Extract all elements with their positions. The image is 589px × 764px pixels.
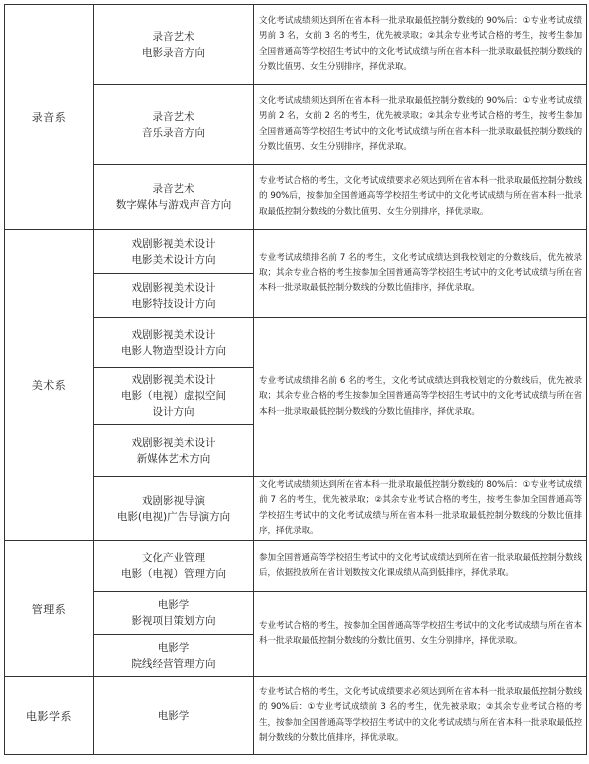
major-name: 录音艺术 — [152, 30, 195, 43]
major-cell — [94, 635, 254, 677]
major-name: 戏剧影视导演 — [142, 494, 205, 507]
major-direction: 院线经营管理方向 — [131, 657, 216, 670]
major-name: 电影学 — [157, 641, 190, 654]
major-name: 录音艺术 — [152, 110, 195, 123]
major-direction: 影视项目策划方向 — [131, 615, 216, 628]
major-direction: 新媒体艺术方向 — [136, 452, 211, 465]
admission-rules-table — [4, 4, 587, 755]
department-cell — [5, 230, 94, 541]
major-name: 文化产业管理 — [142, 552, 205, 565]
major-direction: 电影（电视）管理方向 — [121, 568, 226, 581]
table-row — [5, 5, 587, 85]
major-direction: 电影美术设计方向 — [131, 253, 216, 266]
major-name: 戏剧影视美术设计 — [131, 328, 216, 341]
major-cell — [94, 592, 254, 635]
major-direction: 电影(电视)广告导演方向 — [116, 510, 231, 523]
admission-rule: 文化考试成绩须达到所在省本科一批录取最低控制分数线的 80%后：①专业考试成绩前 7 名的考生，优先被录取；②其余专业考试合格的考生，按考生参加全国普通高等学校招生考试中的文化考试成绩与所在省本科一批录取最低控制分数线的分数比值排序，择优录取。 — [254, 477, 587, 541]
major-cell — [94, 368, 254, 425]
department-cell — [5, 5, 94, 230]
major-cell — [94, 541, 254, 592]
major-direction: 电影（电视）虚拟空间 — [121, 390, 226, 402]
major-direction: 设计方向 — [152, 406, 195, 418]
major-cell — [94, 677, 254, 755]
major-direction: 数字媒体与游戏声音方向 — [115, 199, 232, 211]
major-name: 电影学 — [157, 599, 190, 612]
admission-rule: 参加全国普通高等学校招生考试中的文化考试成绩达到所在省一批录取最低控制分数线后，依据投放所在省计划数按文化课成绩从高到低排序，择优录取。 — [254, 541, 587, 592]
major-name: 戏剧影视美术设计 — [131, 281, 216, 294]
table-row — [5, 541, 587, 592]
admission-rule: 文化考试成绩须达到所在省本科一批录取最低控制分数线的 90%后：①专业考试成绩男前 3 名，女前 3 名的考生，优先被录取；②其余专业考试合格的考生，按考生参加全国普通高等学校招生考试中的文化考试成绩与所在省本科一批录取最低控制分数线的分数比值男、女生分别排序，择优录取。 — [254, 5, 587, 85]
department-name: 录音系 — [31, 111, 67, 124]
major-direction: 电影人物造型设计方向 — [121, 344, 226, 357]
major-cell — [94, 318, 254, 368]
admission-rule: 专业考试合格的考生，文化考试成绩要求必须达到所在省本科一批录取最低控制分数线的 90%后，按参加全国普通高等学校招生考试中的文化考试成绩与所在省本科一批录取最低控制分数线的分数比值男、女生分别排序，择优录取。 — [254, 165, 587, 230]
major-name: 戏剧影视美术设计 — [131, 237, 216, 250]
major-direction: 电影录音方向 — [142, 46, 205, 59]
major-cell — [94, 477, 254, 541]
department-name: 管理系 — [31, 602, 67, 616]
major-cell — [94, 85, 254, 165]
admission-rule: 专业考试合格的考生，按参加全国普通高等学校招生考试中的文化考试成绩与所在省本科一批录取最低控制分数线的分数比值男、女生分别排序，择优录取。 — [254, 592, 587, 677]
major-cell — [94, 165, 254, 230]
major-direction: 音乐录音方向 — [142, 126, 205, 139]
department-name: 电影学系 — [26, 709, 72, 723]
admission-rule: 文化考试成绩须达到所在省本科一批录取最低控制分数线的 90%后：①专业考试成绩男前 2 名，女前 2 名的考生，优先被录取；②其余专业考试合格的考生，按考生参加全国普通高等学校招生考试中的文化考试成绩与所在省本科一批录取最低控制分数线的分数比值男、女生分别排序，择优录取。 — [254, 85, 587, 165]
major-name: 戏剧影视美术设计 — [131, 436, 216, 449]
major-cell — [94, 230, 254, 274]
major-cell — [94, 5, 254, 85]
table-row — [5, 677, 587, 755]
department-cell — [5, 541, 94, 677]
major-cell — [94, 425, 254, 477]
admission-rule: 专业考试成绩排名前 6 名的考生，文化考试成绩达到我校划定的分数线后，优先被录取；其余专业合格的考生按参加全国普通高等学校招生考试中的文化考试成绩与所在省本科一批录取最低控制分数线的分数比值排序，择优录取。 — [254, 318, 587, 477]
major-direction: 电影特技设计方向 — [131, 297, 216, 310]
department-cell — [5, 677, 94, 755]
major-cell — [94, 274, 254, 318]
table-row — [5, 230, 587, 274]
major-name: 录音艺术 — [152, 183, 195, 195]
major-name: 戏剧影视美术设计 — [131, 374, 216, 386]
major-name: 电影学 — [157, 709, 190, 722]
department-name: 美术系 — [31, 379, 67, 393]
admission-rule: 专业考试成绩排名前 7 名的考生，文化考试成绩达到我校划定的分数线后，优先被录取；其余专业合格的考生按参加全国普通高等学校招生考试中的文化考试成绩与所在省本科一批录取最低控制分数线的分数比值排序，择优录取。 — [254, 230, 587, 318]
admission-rule: 专业考试合格的考生，文化考试成绩要求必须达到所在省本科一批录取最低控制分数线的 90%后：①专业考试成绩前 3 名的考生，优先被录取；②其余专业考试合格的考生，按参加全国普通高等学校招生考试中的文化考试成绩与所在省本科一批录取最低控制分数线的分数比值排序，择优录取。 — [254, 677, 587, 755]
